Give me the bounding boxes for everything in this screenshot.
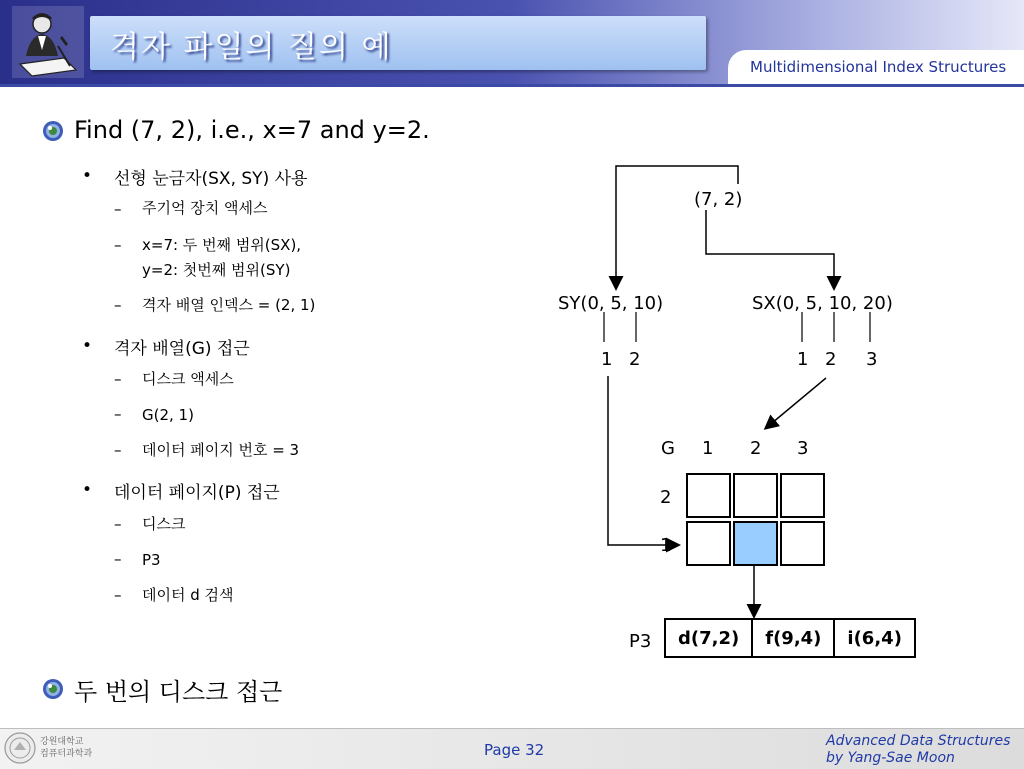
grid-col-label: 2 — [750, 438, 762, 459]
page-record: i(6,4) — [834, 619, 915, 657]
credit-author: by Yang-Sae Moon — [826, 750, 955, 766]
sub-search-data: 데이터 d 검색 — [142, 586, 234, 604]
grid-cell — [733, 473, 778, 518]
footer-credit — [826, 733, 1010, 767]
dash: – — [114, 236, 122, 254]
dash: – — [114, 441, 122, 459]
page-record: f(9,4) — [752, 619, 834, 657]
sub-page-number: 데이터 페이지 번호 = 3 — [142, 441, 300, 459]
grid-cell — [780, 473, 825, 518]
scale-sx: SX(0, 5, 10, 20) — [752, 293, 893, 314]
grid-cell — [686, 521, 731, 566]
slide-title: 격자 파일의 질의 예 — [110, 30, 393, 65]
grid-row-label: 1 — [660, 535, 672, 556]
footer-org — [40, 736, 92, 760]
slide-subtitle: Multidimensional Index Structures — [750, 58, 1007, 76]
data-page-table — [664, 618, 916, 658]
item-linear-scale: 선형 눈금자(SX, SY) 사용 — [114, 169, 308, 189]
bullet-dot: • — [82, 480, 93, 500]
query-point: (7, 2) — [694, 189, 743, 210]
dash: – — [114, 586, 122, 604]
dash: – — [114, 296, 122, 314]
sx-index: 1 — [797, 349, 809, 370]
page-label: P3 — [629, 631, 652, 652]
dash: – — [114, 405, 122, 423]
org-line: 강원대학교 — [40, 737, 84, 747]
org-line: 컴퓨터과학과 — [40, 749, 93, 759]
sub-grid-index: 격자 배열 인덱스 = (2, 1) — [142, 296, 316, 314]
grid-col-label: 3 — [797, 438, 809, 459]
university-seal-icon — [4, 732, 36, 764]
dash: – — [114, 550, 122, 568]
sub-disk-access: 디스크 액세스 — [142, 370, 234, 388]
item-data-page: 데이터 페이지(P) 접근 — [114, 483, 280, 503]
sub-x-range: x=7: 두 번째 범위(SX), — [142, 236, 302, 254]
sub-disk: 디스크 — [142, 515, 186, 533]
grid-cell — [780, 521, 825, 566]
dash: – — [114, 200, 122, 218]
page-number: Page 32 — [484, 741, 545, 759]
heading-two-disk-access: 두 번의 디스크 접근 — [74, 678, 283, 706]
sy-index: 1 — [601, 349, 613, 370]
sy-index: 2 — [629, 349, 641, 370]
grid-label: G — [661, 438, 675, 459]
grid-row-label: 2 — [660, 487, 672, 508]
sub-g21: G(2, 1) — [142, 406, 194, 424]
scale-sy: SY(0, 5, 10) — [558, 293, 664, 314]
sub-memory-access: 주기억 장치 액세스 — [142, 199, 268, 217]
grid-cell — [686, 473, 731, 518]
grid-cell-highlighted — [733, 521, 778, 566]
item-grid-array: 격자 배열(G) 접근 — [114, 339, 250, 359]
dash: – — [114, 515, 122, 533]
sub-y-range: y=2: 첫번째 범위(SY) — [142, 261, 291, 279]
grid-col-label: 1 — [702, 438, 714, 459]
sx-index: 2 — [825, 349, 837, 370]
dash: – — [114, 370, 122, 388]
heading-find: Find (7, 2), i.e., x=7 and y=2. — [74, 116, 430, 144]
sx-index: 3 — [866, 349, 878, 370]
page-record: d(7,2) — [665, 619, 752, 657]
credit-course: Advanced Data Structures — [826, 733, 1011, 749]
bullet-dot: • — [82, 166, 93, 186]
sub-p3: P3 — [142, 551, 161, 569]
bullet-dot: • — [82, 336, 93, 356]
